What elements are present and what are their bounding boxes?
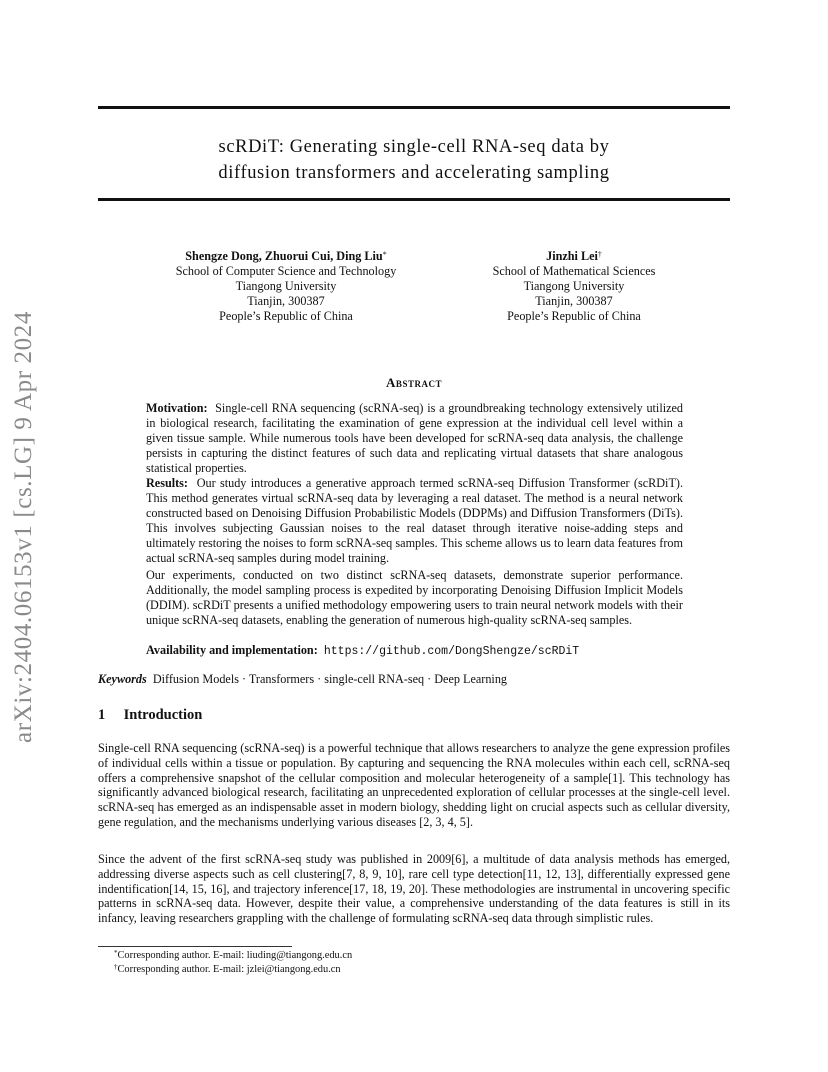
author-names: Jinzhi Lei bbox=[546, 249, 598, 263]
github-link[interactable]: https://github.com/DongShengze/scRDiT bbox=[323, 645, 580, 658]
abstract-experiments: Our experiments, conducted on two distinct scRNA-seq datasets, demonstrate superior performance. Additionally, the model sampling process is expedited by incorporating Denoising Diffusion Implicit Models (DDIM). scRDiT presents a unified methodology empowering users to train neural network models with their unique scRNA-seq datasets, enabling the generation of numerous high-quality scRNA-seq samples. bbox=[146, 568, 683, 627]
intro-paragraph-1: Single-cell RNA sequencing (scRNA-seq) is a powerful technique that allows researchers to analyze the gene expression profiles of individual cells within a tissue or population. By capturing and sequencing the RNA molecules within each cell, scRNA-seq offers a comprehensive snapshot of the cellular composition and molecular heterogeneity of a sample[1]. This technology has significantly advanced biological research, facilitating an unprecedented exploration of cellular processes at the single-cell level. scRNA-seq has emerged as an indispensable asset in modern biology, shedding light on crucial aspects such as cellular diversity, gene regulation, and the mechanisms underlying various diseases [2, 3, 4, 5]. bbox=[98, 741, 730, 829]
keywords-list: Diffusion Models · Transformers · single-cell RNA-seq · Deep Learning bbox=[152, 672, 508, 686]
results-text: Our study introduces a generative approach termed scRNA-seq Diffusion Transformer (scRDiT). This method generates virtual scRNA-seq data by leveraging a real dataset. The method is a neural network constructed based on Denoising Diffusion Probabilistic Models (DDPMs) and Diffusion Transformers (DiTs). This involves subjecting Gaussian noises to the real dataset through iterative noise-adding steps and ultimately restoring the noises to form scRNA-seq samples. This scheme allows us to learn data features from actual scRNA-seq samples during model training. bbox=[146, 476, 683, 565]
author-block bbox=[462, 249, 686, 324]
motivation-text: Single-cell RNA sequencing (scRNA-seq) is a groundbreaking technology extensively utilized in biological research, facilitating the examination of gene expression at the individual cell level within a given tissue sample. While numerous tools have been developed for scRNA-seq data analysis, the challenge persists in capturing the distinct features of such data and replicating virtual datasets that share analogous statistical properties. bbox=[146, 401, 683, 475]
author-university: Tiangong University bbox=[235, 279, 337, 293]
footnote-text: Corresponding author. E-mail: jzlei@tiangong.edu.cn bbox=[117, 964, 341, 975]
section-title: Introduction bbox=[123, 707, 203, 723]
author-country: People’s Republic of China bbox=[507, 309, 641, 323]
availability-label: Availability and implementation: bbox=[146, 643, 318, 657]
section-number: 1 bbox=[98, 707, 106, 723]
arxiv-stamp-text: arXiv:2404.06153v1 [cs.LG] 9 Apr 2024 bbox=[10, 311, 37, 743]
paper-title-line-2: diffusion transformers and accelerating sampling bbox=[218, 163, 610, 183]
abstract-motivation bbox=[146, 401, 683, 476]
keywords bbox=[98, 672, 507, 687]
keywords-label: Keywords bbox=[98, 672, 147, 686]
corresponding-mark: † bbox=[597, 250, 602, 259]
paper-title-line-1: scRDiT: Generating single-cell RNA-seq data by bbox=[218, 137, 610, 157]
footnote bbox=[114, 950, 352, 961]
abstract-heading: Abstract bbox=[386, 375, 442, 390]
author-country: People’s Republic of China bbox=[219, 309, 353, 323]
title-rule-bottom bbox=[98, 198, 730, 201]
motivation-label: Motivation: bbox=[146, 401, 208, 415]
footnote-mark: † bbox=[114, 963, 118, 971]
author-city: Tianjin, 300387 bbox=[247, 294, 325, 308]
abstract-availability bbox=[146, 643, 683, 659]
footnote-divider bbox=[98, 946, 292, 947]
arxiv-stamp bbox=[4, 292, 44, 762]
abstract-results bbox=[146, 476, 683, 566]
corresponding-mark: * bbox=[382, 250, 387, 259]
author-city: Tianjin, 300387 bbox=[535, 294, 613, 308]
author-block bbox=[150, 249, 422, 324]
author-affiliation: School of Computer Science and Technology bbox=[175, 264, 397, 278]
results-label: Results: bbox=[146, 476, 188, 490]
footnote bbox=[114, 964, 341, 975]
footnote-text: Corresponding author. E-mail: liuding@tiangong.edu.cn bbox=[117, 950, 353, 961]
author-university: Tiangong University bbox=[523, 279, 625, 293]
section-heading bbox=[98, 707, 202, 724]
author-names: Shengze Dong, Zhuorui Cui, Ding Liu bbox=[185, 249, 383, 263]
footnote-mark: * bbox=[114, 949, 118, 957]
intro-paragraph-2: Since the advent of the first scRNA-seq study was published in 2009[6], a multitude of data analysis methods has emerged, addressing diverse aspects such as cell clustering[7, 8, 9, 10], rare cell type detection[11, 12, 13], differentially expressed gene indentification[14, 15, 16], and trajectory inference[17, 18, 19, 20]. These methodologies are instrumental in uncovering specific patterns in scRNA-seq data. However, despite their value, a comprehensive understanding of the data features is still in its infancy, leaving researchers grappling with the challenge of formulating scRNA-seq data through simplistic rules. bbox=[98, 852, 730, 926]
author-affiliation: School of Mathematical Sciences bbox=[492, 264, 656, 278]
title-rule-top bbox=[98, 106, 730, 109]
